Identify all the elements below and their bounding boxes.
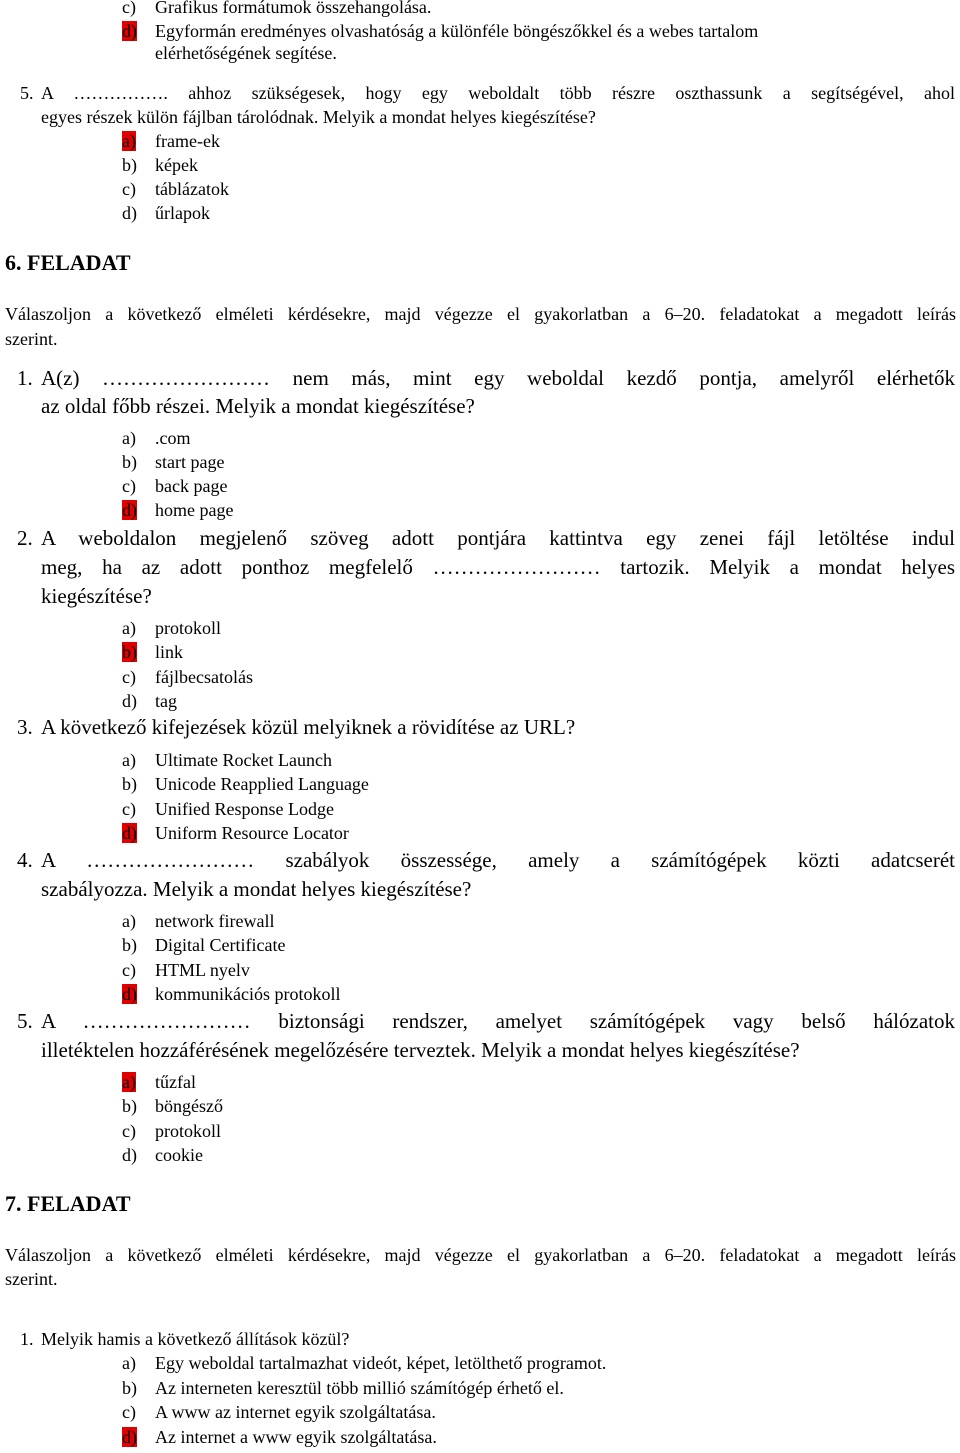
option-label: b): [122, 1096, 137, 1117]
option-text: táblázatok: [155, 179, 229, 199]
section-intro-continued: szerint.: [5, 329, 58, 349]
option-label: b): [122, 1377, 137, 1398]
answer-option: [122, 451, 224, 473]
option-text: Az internet a www egyik szolgáltatása.: [155, 1426, 437, 1447]
question-number: 1.: [17, 366, 33, 390]
option-label-correct: a): [122, 131, 136, 151]
option-label: b): [122, 452, 137, 472]
option-text: Ultimate Rocket Launch: [155, 750, 332, 770]
option-text: A www az internet egyik szolgáltatása.: [155, 1402, 436, 1422]
option-text: űrlapok: [155, 203, 210, 223]
option-text: Egyformán eredményes olvashatóság a különféle böngészőkkel és a webes tartalom: [155, 21, 759, 41]
option-text: Egy weboldal tartalmazhat videót, képet, letölthető programot.: [155, 1353, 607, 1373]
answer-option: [122, 475, 227, 497]
option-text: Unicode Reapplied Language: [155, 774, 369, 795]
option-text: network firewall: [155, 911, 275, 931]
section-intro: Válaszoljon a következő elméleti kérdésekre, majd végezze el gyakorlatban a 6‒20. feladatokat a megadott leírás: [5, 304, 956, 324]
question-number: 4.: [17, 848, 33, 872]
option-text: Uniform Resource Locator: [155, 822, 349, 843]
answer-option: [122, 822, 349, 844]
option-label: a): [122, 1353, 136, 1373]
option-label: c): [122, 179, 136, 199]
answer-option: [122, 1401, 436, 1423]
option-label: d): [122, 203, 137, 223]
answer-option: [122, 1352, 606, 1374]
answer-option: [122, 202, 210, 224]
option-label: b): [122, 774, 137, 795]
option-text: képek: [155, 155, 198, 175]
option-label-correct: d): [122, 983, 137, 1004]
option-text: protokoll: [155, 618, 221, 638]
question-text-continued: meg, ha az adott ponthoz megfelelő …………………… tartozik. Melyik a mondat helyes: [41, 555, 955, 579]
option-label-correct: b): [122, 642, 137, 663]
answer-option: [122, 1377, 564, 1399]
option-label: d): [122, 1144, 137, 1165]
question-text: Melyik hamis a következő állítások közül?: [41, 1329, 350, 1349]
answer-option: [122, 934, 285, 956]
answer-option: [122, 910, 274, 932]
option-text: protokoll: [155, 1120, 221, 1141]
question-text-continued: kiegészítése?: [41, 584, 152, 608]
question-text: A következő kifejezések közül melyiknek a rövidítése az URL?: [41, 715, 576, 739]
answer-option: [122, 666, 253, 688]
question-text: A ……………. ahhoz szükségesek, hogy egy weboldalt több részre oszthassunk a segítségével, ahol: [41, 83, 955, 103]
option-label: b): [122, 935, 137, 956]
question-number: 5.: [20, 83, 34, 103]
question-text-continued: szabályozza. Melyik a mondat helyes kiegészítése?: [41, 877, 472, 901]
question-text-continued: az oldal főbb részei. Melyik a mondat kiegészítése?: [41, 394, 475, 418]
option-text: link: [155, 642, 184, 663]
question-number: 1.: [20, 1329, 34, 1349]
option-label-correct: d): [122, 21, 137, 41]
answer-option: [122, 499, 233, 521]
option-text: HTML nyelv: [155, 959, 250, 980]
option-text: fájlbecsatolás: [155, 666, 253, 687]
option-label: c): [122, 476, 136, 496]
option-text: tag: [155, 690, 177, 711]
option-text: home page: [155, 500, 234, 520]
option-label: c): [122, 0, 136, 17]
answer-option: [122, 983, 340, 1005]
answer-option: [122, 617, 221, 639]
option-label-correct: d): [122, 1426, 137, 1447]
question-text: A(z) …………………… nem más, mint egy weboldal kezdő pontja, amelyről elérhetők: [41, 366, 955, 390]
section-intro: Válaszoljon a következő elméleti kérdésekre, majd végezze el gyakorlatban a 6‒20. feladatokat a megadott leírás: [5, 1245, 956, 1265]
option-text: cookie: [155, 1144, 203, 1165]
answer-option: [122, 1095, 223, 1117]
option-label-correct: d): [122, 822, 137, 843]
top-option-d-continued: elérhetőségének segítése.: [155, 43, 337, 63]
section-intro-continued: szerint.: [5, 1269, 58, 1289]
answer-option: [122, 959, 250, 981]
answer-option: [122, 690, 177, 712]
option-label: b): [122, 155, 137, 175]
option-label: a): [122, 428, 136, 448]
option-text: kommunikációs protokoll: [155, 983, 341, 1004]
option-label: c): [122, 1120, 136, 1141]
option-text: Grafikus formátumok összehangolása.: [155, 0, 432, 17]
answer-option: [122, 1144, 203, 1166]
option-label: d): [122, 690, 137, 711]
option-label: c): [122, 1402, 136, 1422]
option-label: a): [122, 911, 136, 931]
question-text: A …………………… szabályok összessége, amely a számítógépek közti adatcserét: [41, 848, 955, 872]
option-text: Unified Response Lodge: [155, 798, 334, 819]
question-text: A …………………… biztonsági rendszer, amelyet számítógépek vagy belső hálózatok: [41, 1009, 955, 1033]
question-number: 2.: [17, 526, 33, 550]
option-text: böngésző: [155, 1096, 223, 1117]
answer-option: [122, 178, 229, 200]
option-label-correct: a): [122, 1072, 136, 1092]
option-label: a): [122, 750, 136, 770]
answer-option: [122, 773, 369, 795]
question-number: 3.: [17, 715, 33, 739]
option-label: c): [122, 666, 136, 687]
answer-option: [122, 1120, 221, 1142]
section-heading: 6. FELADAT: [5, 250, 131, 275]
answer-option: [122, 798, 334, 820]
answer-option: [122, 130, 220, 152]
option-text: tűzfal: [155, 1072, 196, 1092]
option-label: c): [122, 959, 136, 980]
answer-option: [122, 1071, 196, 1093]
option-text: frame-ek: [155, 131, 220, 151]
answer-option: [122, 427, 191, 449]
question-text-continued: egyes részek külön fájlban tárolódnak. Melyik a mondat helyes kiegészítése?: [41, 107, 596, 127]
top-option-d: [122, 20, 956, 42]
answer-option: [122, 749, 332, 771]
option-label: c): [122, 798, 136, 819]
option-text: .com: [155, 428, 191, 448]
top-option-c: [122, 0, 431, 18]
option-text: start page: [155, 452, 225, 472]
answer-option: [122, 641, 183, 663]
question-text-continued: illetéktelen hozzáférésének megelőzésére terveztek. Melyik a mondat helyes kiegészítése?: [41, 1038, 800, 1062]
option-text: Digital Certificate: [155, 935, 286, 956]
answer-option: [122, 1426, 437, 1448]
section-heading: 7. FELADAT: [5, 1191, 131, 1216]
question-number: 5.: [17, 1009, 33, 1033]
answer-option: [122, 154, 198, 176]
option-label-correct: d): [122, 500, 137, 520]
option-text: back page: [155, 476, 228, 496]
option-text: Az interneten keresztül több millió számítógép érhető el.: [155, 1377, 564, 1398]
question-text: A weboldalon megjelenő szöveg adott pontjára kattintva egy zenei fájl letöltése indul: [41, 526, 955, 550]
option-label: a): [122, 618, 136, 638]
